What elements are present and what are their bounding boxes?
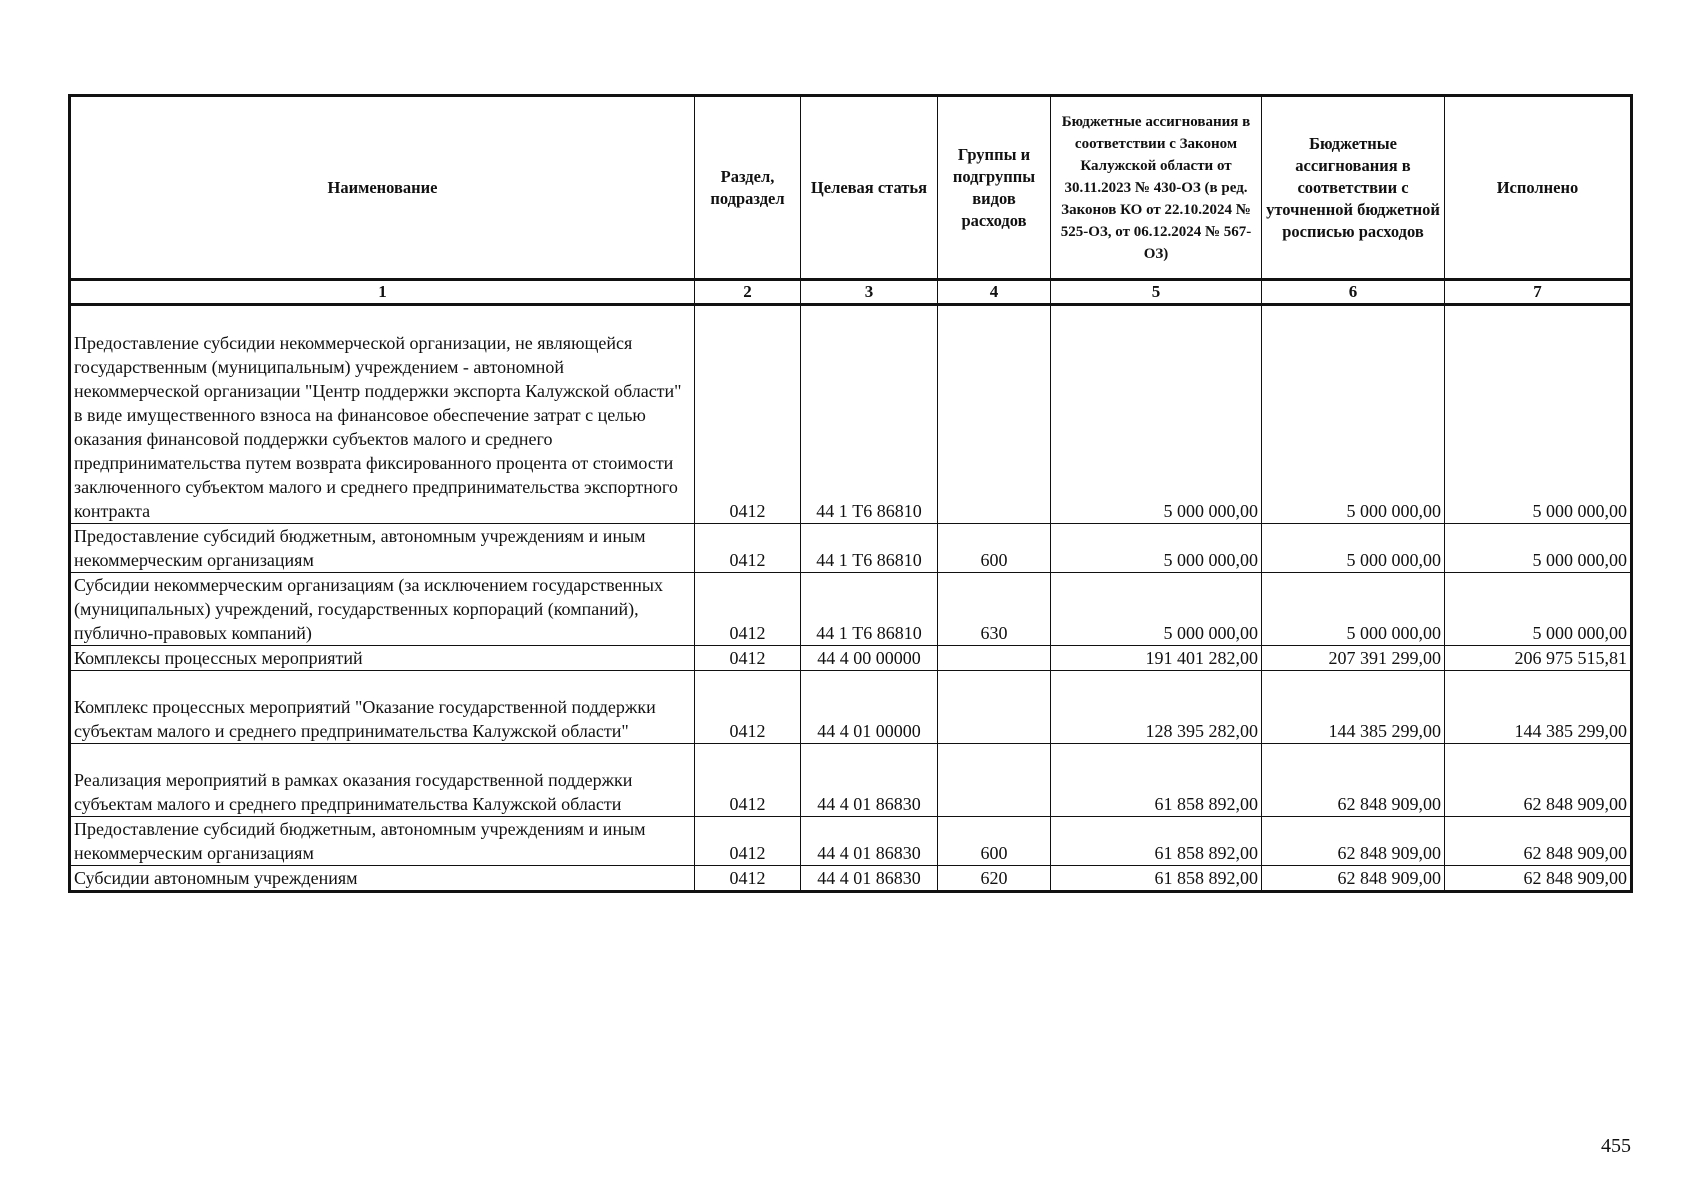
row-section: 0412 <box>695 305 801 524</box>
row-section: 0412 <box>695 817 801 866</box>
row-name: Предоставление субсидии некоммерческой организации, не являющейся государственным (муниципальным) учреждением - автономной некоммерческой организации "Центр поддержки экспорта Калужской области" в виде имущественного взноса на финансовое обеспечение затрат с целью оказания финансовой поддержки субъектов малого и среднего предпринимательства путем возврата фиксированного процента от стоимости заключенного субъектом малого и среднего предпринимательства экспортного контракта <box>70 305 695 524</box>
row-schedule-amount: 62 848 909,00 <box>1262 817 1445 866</box>
row-executed-amount: 62 848 909,00 <box>1445 744 1632 817</box>
header-row <box>70 96 1632 280</box>
row-law-amount: 128 395 282,00 <box>1051 671 1262 744</box>
col-number: 5 <box>1051 280 1262 305</box>
row-group <box>938 305 1051 524</box>
row-section: 0412 <box>695 573 801 646</box>
row-section: 0412 <box>695 646 801 671</box>
row-group: 630 <box>938 573 1051 646</box>
col-header-name: Наименование <box>70 96 695 280</box>
col-header-section: Раздел, подраздел <box>695 96 801 280</box>
row-target: 44 4 01 86830 <box>801 817 938 866</box>
col-number: 4 <box>938 280 1051 305</box>
row-section: 0412 <box>695 866 801 892</box>
row-name: Реализация мероприятий в рамках оказания государственной поддержки субъектам малого и среднего предпринимательства Калужской области <box>70 744 695 817</box>
row-schedule-amount: 144 385 299,00 <box>1262 671 1445 744</box>
row-group: 600 <box>938 817 1051 866</box>
row-executed-amount: 62 848 909,00 <box>1445 866 1632 892</box>
row-executed-amount: 62 848 909,00 <box>1445 817 1632 866</box>
col-header-schedule: Бюджетные ассигнования в соответствии с уточненной бюджетной росписью расходов <box>1262 96 1445 280</box>
row-schedule-amount: 207 391 299,00 <box>1262 646 1445 671</box>
row-target: 44 4 01 00000 <box>801 671 938 744</box>
row-target: 44 4 01 86830 <box>801 744 938 817</box>
row-schedule-amount: 5 000 000,00 <box>1262 573 1445 646</box>
row-name: Субсидии некоммерческим организациям (за исключением государственных (муниципальных) учреждений, государственных корпораций (компаний), публично-правовых компаний) <box>70 573 695 646</box>
row-name: Комплексы процессных мероприятий <box>70 646 695 671</box>
row-target: 44 1 Т6 86810 <box>801 524 938 573</box>
table-row <box>70 671 1632 744</box>
col-number: 6 <box>1262 280 1445 305</box>
row-section: 0412 <box>695 671 801 744</box>
table-row <box>70 573 1632 646</box>
row-law-amount: 5 000 000,00 <box>1051 573 1262 646</box>
row-law-amount: 5 000 000,00 <box>1051 305 1262 524</box>
table-row <box>70 305 1632 524</box>
col-number: 2 <box>695 280 801 305</box>
row-target: 44 4 01 86830 <box>801 866 938 892</box>
col-number: 1 <box>70 280 695 305</box>
row-name: Субсидии автономным учреждениям <box>70 866 695 892</box>
col-header-law: Бюджетные ассигнования в соответствии с Законом Калужской области от 30.11.2023 № 430-ОЗ (в ред. Законов КО от 22.10.2024 № 525-ОЗ, от 06.12.2024 № 567-ОЗ) <box>1051 96 1262 280</box>
row-group <box>938 744 1051 817</box>
row-law-amount: 61 858 892,00 <box>1051 866 1262 892</box>
row-law-amount: 61 858 892,00 <box>1051 817 1262 866</box>
table-row <box>70 817 1632 866</box>
row-executed-amount: 206 975 515,81 <box>1445 646 1632 671</box>
row-law-amount: 191 401 282,00 <box>1051 646 1262 671</box>
table-row <box>70 524 1632 573</box>
table-row <box>70 646 1632 671</box>
row-executed-amount: 144 385 299,00 <box>1445 671 1632 744</box>
row-name: Комплекс процессных мероприятий "Оказание государственной поддержки субъектам малого и среднего предпринимательства Калужской области" <box>70 671 695 744</box>
col-header-executed: Исполнено <box>1445 96 1632 280</box>
row-group: 600 <box>938 524 1051 573</box>
row-target: 44 1 Т6 86810 <box>801 305 938 524</box>
page-number: 455 <box>1601 1135 1631 1157</box>
table-row <box>70 866 1632 892</box>
col-header-groups: Группы и подгруппы видов расходов <box>938 96 1051 280</box>
row-target: 44 1 Т6 86810 <box>801 573 938 646</box>
row-name: Предоставление субсидий бюджетным, автономным учреждениям и иным некоммерческим организациям <box>70 817 695 866</box>
budget-table <box>68 94 1633 893</box>
row-group: 620 <box>938 866 1051 892</box>
table-row <box>70 744 1632 817</box>
column-number-row <box>70 280 1632 305</box>
row-section: 0412 <box>695 744 801 817</box>
row-schedule-amount: 5 000 000,00 <box>1262 305 1445 524</box>
row-law-amount: 5 000 000,00 <box>1051 524 1262 573</box>
row-name: Предоставление субсидий бюджетным, автономным учреждениям и иным некоммерческим организациям <box>70 524 695 573</box>
row-executed-amount: 5 000 000,00 <box>1445 573 1632 646</box>
row-group <box>938 671 1051 744</box>
row-group <box>938 646 1051 671</box>
row-law-amount: 61 858 892,00 <box>1051 744 1262 817</box>
col-number: 7 <box>1445 280 1632 305</box>
row-schedule-amount: 62 848 909,00 <box>1262 744 1445 817</box>
row-schedule-amount: 5 000 000,00 <box>1262 524 1445 573</box>
row-executed-amount: 5 000 000,00 <box>1445 524 1632 573</box>
row-executed-amount: 5 000 000,00 <box>1445 305 1632 524</box>
col-number: 3 <box>801 280 938 305</box>
row-target: 44 4 00 00000 <box>801 646 938 671</box>
row-section: 0412 <box>695 524 801 573</box>
row-schedule-amount: 62 848 909,00 <box>1262 866 1445 892</box>
col-header-target: Целевая статья <box>801 96 938 280</box>
